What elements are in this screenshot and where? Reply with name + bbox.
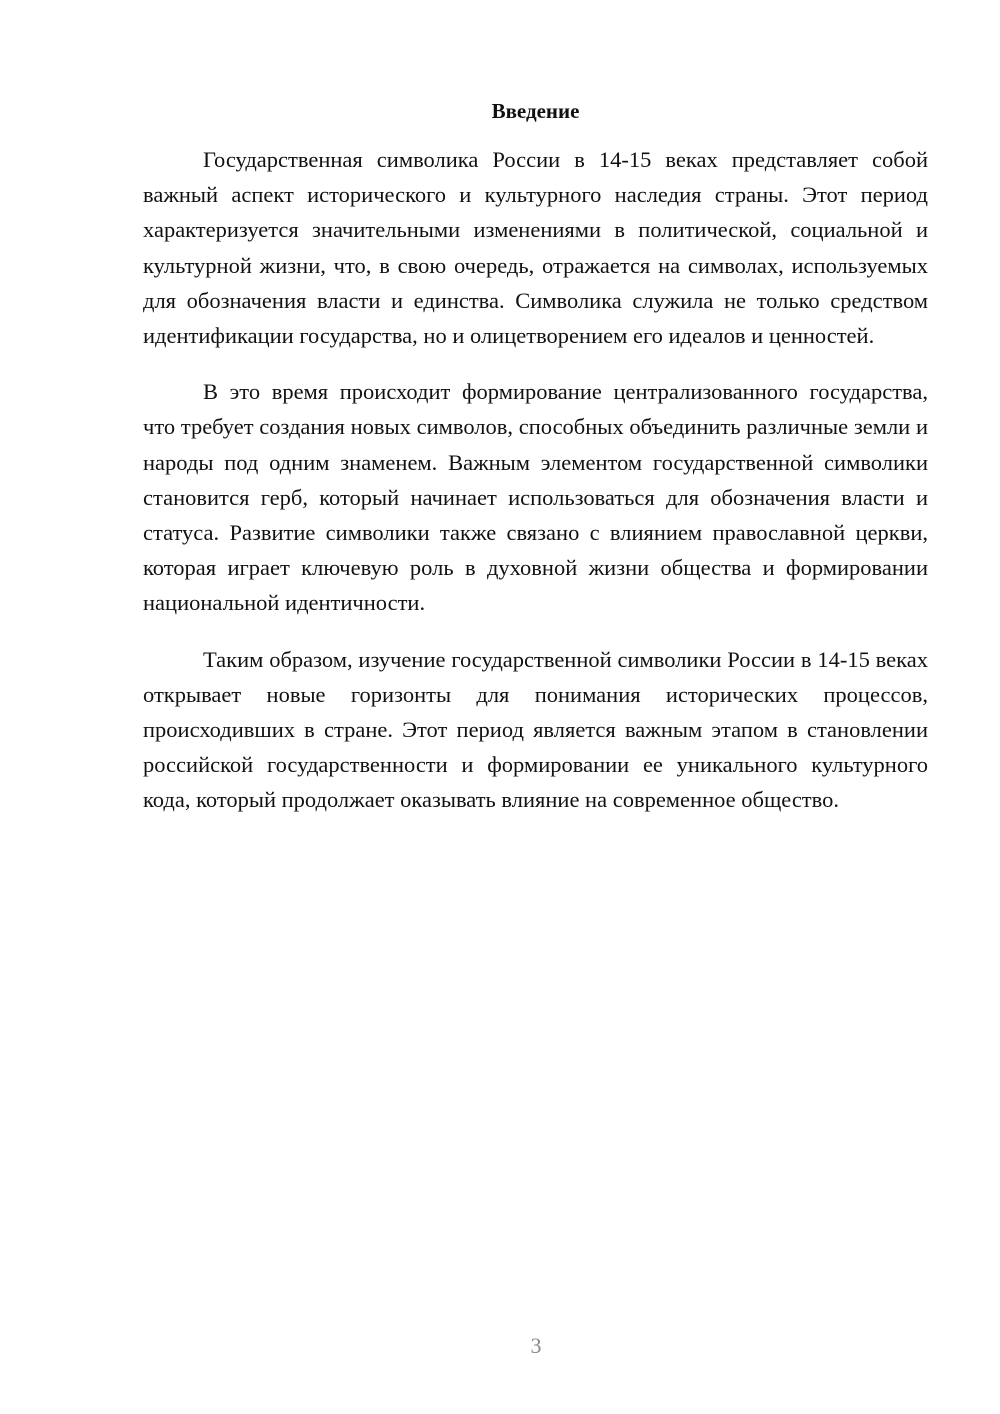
paragraph-3: Таким образом, изучение государственной символики России в 14-15 веках открывает новые горизонты для понимания исторических процессов, происходивших в стране. Этот период является важным этапом в становлении российской государственности и формировании ее уникального культурного кода, который продолжает оказывать влияние на современное общество. — [143, 646, 928, 813]
section-heading: Введение — [491, 99, 580, 123]
body-text — [143, 142, 928, 839]
paragraph-2: В это время происходит формирование централизованного государства, что требует создания новых символов, способных объединить различные земли и народы под одним знаменем. Важным элементом государственной символики становится герб, который начинает использоваться для обозначения власти и статуса. Развитие символики также связано с влиянием православной церкви, которая играет ключевую роль в духовной жизни общества и формировании национальной идентичности. — [143, 379, 928, 616]
page-number: 3 — [530, 1333, 542, 1358]
paragraph-1: Государственная символика России в 14-15 веках представляет собой важный аспект исторического и культурного наследия страны. Этот период характеризуется значительными изменениями в политической, социальной и культурной жизни, что, в свою очередь, отражается на символах, используемых для обозначения власти и единства. Символика служила не только средством идентификации государства, но и олицетворением его идеалов и ценностей. — [143, 147, 928, 349]
